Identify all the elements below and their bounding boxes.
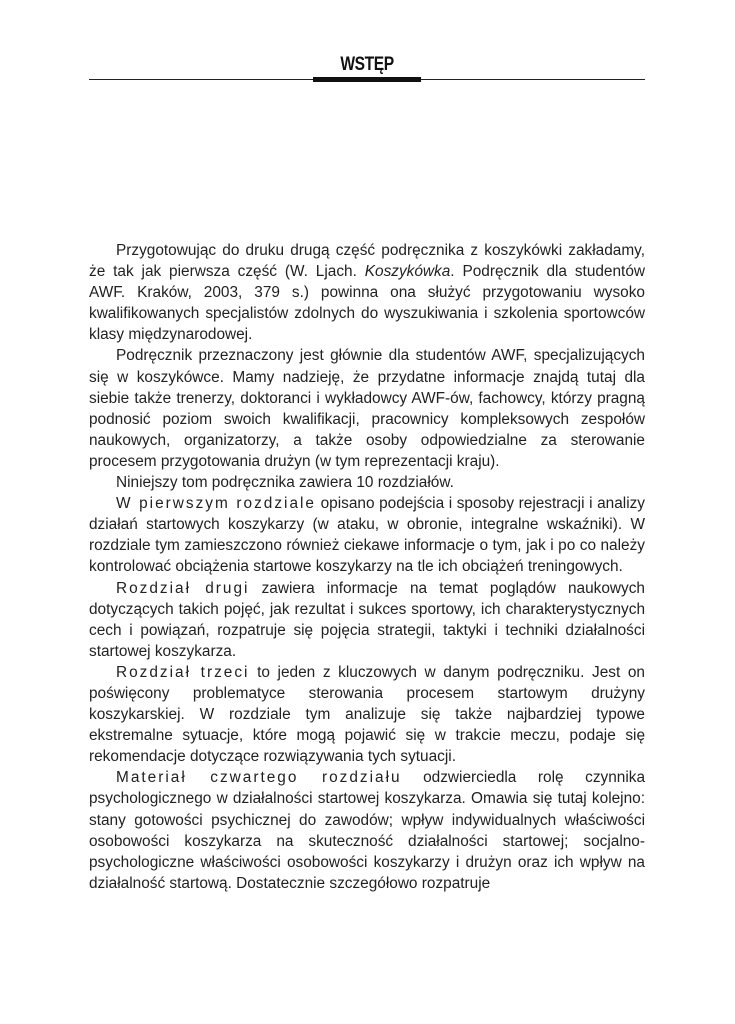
- paragraph-6: [89, 662, 645, 767]
- book-title: Koszykówka: [364, 263, 451, 281]
- p5-text: zawiera informacje na temat poglądów naukowych dotyczących takich pojęć, jak rezultat i sukces sportowy, ich charakterystycznych cech i powiązań, rozpatruje się pojęcia strategii, taktyki i techniki działalności startowej koszykarza.: [89, 579, 645, 660]
- paragraph-3: Niniejszy tom podręcznika zawiera 10 rozdziałów.: [116, 474, 454, 492]
- paragraph-2: Podręcznik przeznaczony jest głównie dla studentów AWF, specjalizujących się w koszykówce. Mamy nadzieję, że przydatne informacje znajdą tutaj dla siebie także trenerzy, doktoranci i wykładowcy AWF-ów, fachowcy, którzy pragną podnosić poziom swoich kwalifikacji, pracownicy kompleksowych zespołów naukowych, organizatorzy, a także osoby odpowiedzialne za sterowanie procesem przygotowania drużyn (w tym reprezentacji kraju).: [89, 347, 645, 470]
- paragraph-7: [89, 767, 645, 894]
- p4-text: opisano podejścia i sposoby rejestracji i analizy działań startowych koszykarzy (w ataku, w obronie, integralne wskaźniki). W rozdziale tym zamieszczono również ciekawe informacje o tym, jak i po co należy kontrolować obciążenia startowe koszykarzy na tle ich obciążeń treningowych.: [89, 495, 646, 576]
- p1-rest: . Podręcznik dla studentów AWF. Kraków, 2003, 379 s.) powinna ona służyć przygotowaniu wysoko kwalifikowanych specjalistów zdolnych do wyszukiwania i szkolenia sportowców klasy międzynarodowej.: [89, 263, 646, 344]
- chapter-title: WSTĘP: [340, 54, 394, 75]
- chapter-2-label: Rozdział drugi: [116, 579, 250, 597]
- chapter-1-label: W pierwszym rozdziale: [116, 495, 316, 513]
- chapter-3-label: Rozdział trzeci: [116, 663, 250, 681]
- p1-text: Przygotowując do druku drugą część podręcznika z koszykówki zakładamy, że tak jak pierwsza część (W. Ljach.: [89, 242, 645, 281]
- paragraph-1: [89, 240, 645, 345]
- paragraph-4: [89, 493, 645, 577]
- p6-text: to jeden z kluczowych w danym podręczniku. Jest on poświęcony problematyce sterowania procesem startowym drużyny koszykarskiej. W rozdziale tym analizuje się także najbardziej typowe ekstremalne sytuacje, które mogą pojawić się w trakcie meczu, podaje się rekomendacje dotyczące rozwiązywania tych sytuacji.: [89, 663, 645, 766]
- body-text: [89, 240, 645, 894]
- header-bar: [313, 77, 421, 82]
- chapter-4-label: Materiał czwartego rozdziału: [116, 769, 402, 787]
- paragraph-5: [89, 578, 645, 662]
- p7-text: odzwierciedla rolę czynnika psychologicznego w działalności startowej koszykarza. Omawia się tutaj kolejno: stany gotowości psychicznej do zawodów; wpływ indywidualnych właściwości osobowości koszykarza na skuteczność działalności startowej; socjalno-psychologiczne właściwości osobowości koszykarzy i drużyn oraz ich wpływ na działalność startową. Dostatecznie szczegółowo rozpatruje: [89, 769, 646, 892]
